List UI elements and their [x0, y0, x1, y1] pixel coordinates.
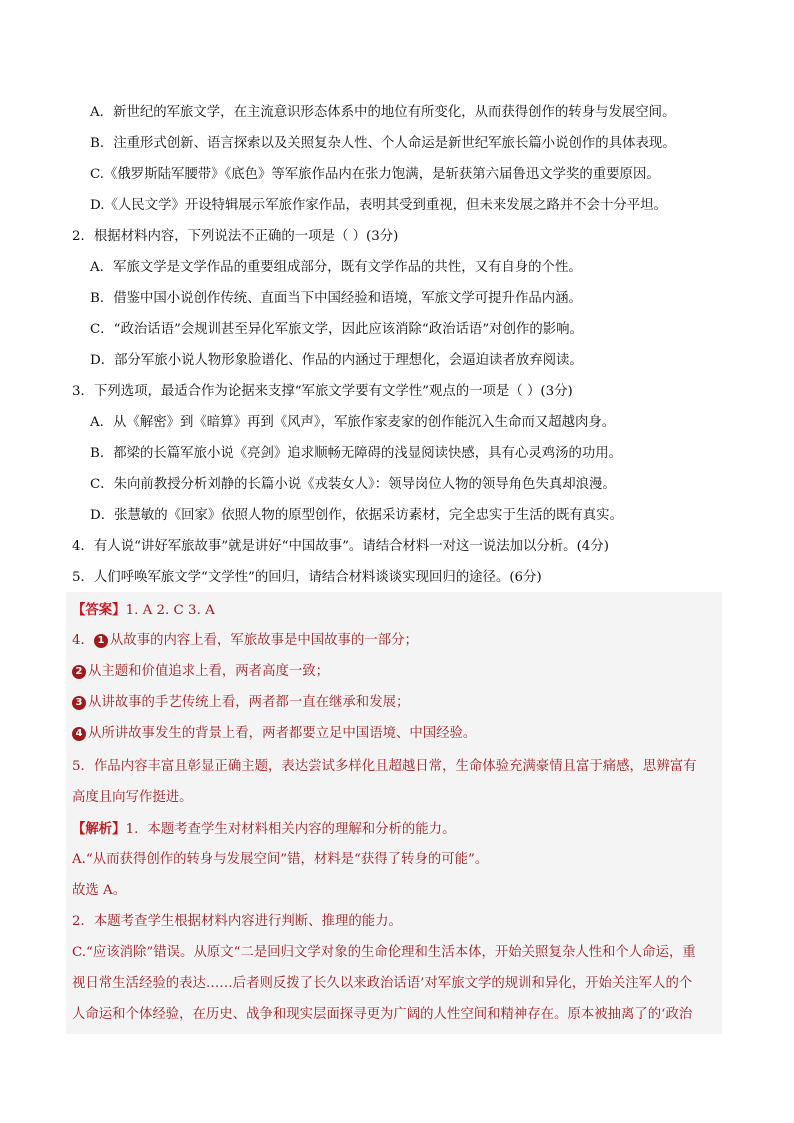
q1-option-a: A．新世纪的军旅文学，在主流意识形态体系中的地位有所变化，从而获得创作的转身与发展空间。: [90, 105, 676, 120]
answer-4-point-1: [72, 631, 418, 651]
answer-4-point-3: [72, 693, 409, 713]
q1-option-d: D.《人民文学》开设特辑展示军旅作家作品，表明其受到重视，但未来发展之路并不会十分平坦。: [90, 198, 667, 213]
q2-option-b: B．借鉴中国小说创作传统、直面当下中国经验和语境，军旅文学可提升作品内涵。: [90, 291, 582, 306]
q4-stem: 4．有人说“讲好军旅故事”就是讲好“中国故事”。请结合材料一对这一说法加以分析。(4分): [72, 539, 609, 554]
circled-number-icon: 4: [72, 727, 86, 741]
analysis-line-3: 故选 A。: [72, 883, 127, 898]
analysis-line-6: 视日常生活经验的表达……后者则反拨了长久以来政治话语’对军旅文学的规训和异化，开始关注军人的个: [72, 976, 693, 991]
q2-option-a: A．军旅文学是文学作品的重要组成部分，既有文学作品的共性，又有自身的个性。: [90, 260, 582, 275]
answer-4-point-4: [72, 724, 476, 744]
q3-option-b: B．都梁的长篇军旅小说《亮剑》追求顺畅无障碍的浅显阅读快感，具有心灵鸡汤的功用。: [90, 446, 623, 461]
circled-number-icon: 2: [72, 665, 86, 679]
q5-stem: 5．人们呼唤军旅文学“文学性”的回归，请结合材料谈谈实现回归的途径。(6分): [72, 570, 542, 585]
answer-panel: [66, 592, 722, 1034]
q2-stem: 2．根据材料内容，下列说法不正确的一项是（ ）(3分): [72, 229, 399, 244]
q1-option-c: C.《俄罗斯陆军腰带》《底色》等军旅作品内在张力饱满，是斩获第六届鲁迅文学奖的重要原因。: [90, 167, 660, 182]
circled-number-icon: 3: [72, 696, 86, 710]
answer-tag: 【答案】: [72, 602, 126, 618]
answer-4-point-text: 从所讲故事发生的背景上看，两者都要立足中国语境、中国经验。: [88, 726, 477, 741]
answer-5-line-1: 5．作品内容丰富且彰显正确主题，表达尝试多样化且超越日常，生命体验充满豪情且富于痛感，思辨富有: [72, 759, 697, 774]
answer-4-point-text: 从故事的内容上看，军旅故事是中国故事的一部分；: [109, 633, 418, 648]
q3-option-d: D．张慧敏的《回家》依照人物的原型创作，依据采访素材，完全忠实于生活的既有真实。: [90, 508, 623, 523]
answer-choices-line: [72, 600, 215, 621]
q2-option-d: D．部分军旅小说人物形象脸谱化、作品的内涵过于理想化，会逼迫读者放弃阅读。: [90, 353, 583, 368]
analysis-line-1: [72, 819, 455, 840]
analysis-text: 1．本题考查学生对材料相关内容的理解和分析的能力。: [125, 822, 456, 837]
q1-option-b: B．注重形式创新、语言探索以及关照复杂人性、个人命运是新世纪军旅长篇小说创作的具体表现。: [90, 136, 676, 151]
q3-option-a: A．从《解密》到《暗算》再到《风声》，军旅作家麦家的创作能沉入生命而又超越肉身。: [90, 415, 616, 430]
analysis-tag: 【解析】: [72, 821, 126, 837]
circled-number-icon: 1: [94, 634, 108, 648]
analysis-line-4: 2．本题考查学生根据材料内容进行判断、推理的能力。: [72, 914, 402, 929]
q2-option-c: C．“政治话语”会规训甚至异化军旅文学，因此应该消除“政治话语”对创作的影响。: [90, 322, 583, 337]
answer-4-point-text: 从讲故事的手艺传统上看，两者都一直在继承和发展；: [88, 695, 410, 710]
q3-option-c: C．朱向前教授分析刘静的长篇小说《戎装女人》：领导岗位人物的领导角色失真却浪漫。: [90, 477, 616, 492]
answer-4-point-2: [72, 662, 329, 682]
analysis-line-5: C.“应该消除”错误。从原文“二是回归文学对象的生命伦理和生活本体，开始关照复杂人性和个人命运，重: [72, 945, 696, 960]
analysis-line-7: 人命运和个体经验，在历史、战争和现实层面探寻更为广阔的人性空间和精神存在。原本被抽离了的‘政治: [72, 1007, 693, 1022]
answer-4-prefix: 4．: [72, 633, 94, 648]
q3-stem: 3．下列选项，最适合作为论据来支撑“军旅文学要有文学性”观点的一项是（ ）(3分): [72, 384, 573, 399]
answer-4-point-text: 从主题和价值追求上看，两者高度一致；: [88, 664, 330, 679]
answer-choices: 1. A 2. C 3. A: [125, 603, 215, 618]
analysis-line-2: A.“从而获得创作的转身与发展空间”错，材料是“获得了转身的可能”。: [72, 852, 489, 867]
answer-5-line-2: 高度且向写作挺进。: [72, 790, 193, 805]
